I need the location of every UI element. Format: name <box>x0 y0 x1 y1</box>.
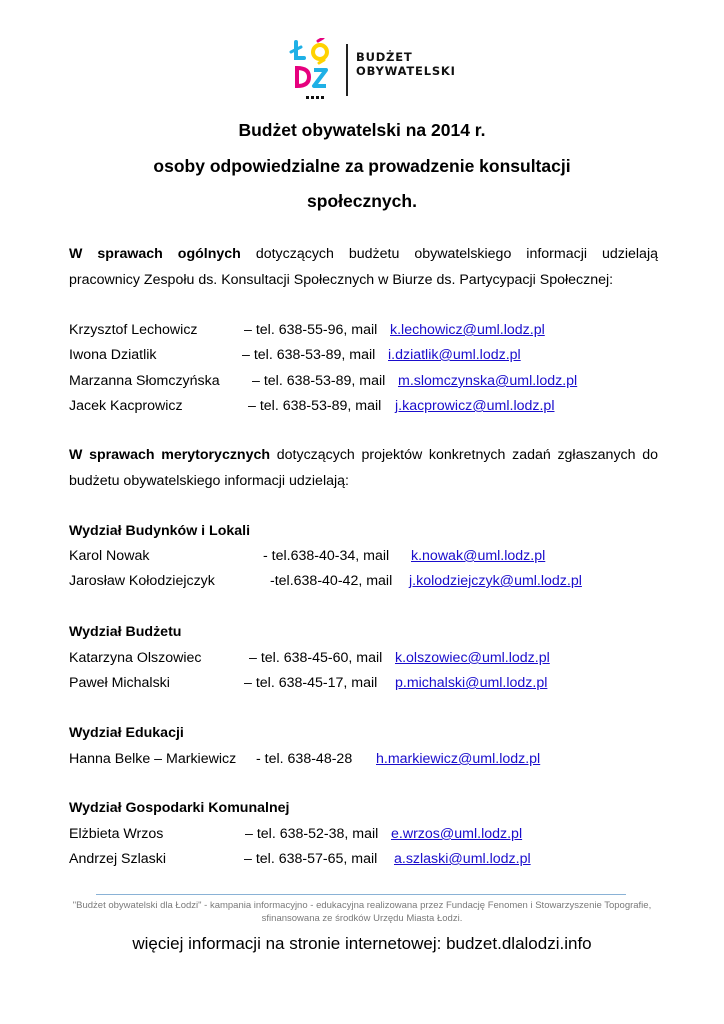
campaign-line-2: sfinansowana ze środków Urzędu Miasta Łodzi. <box>261 913 463 924</box>
contact-name: Iwona Dziatlik <box>69 347 157 363</box>
lodz-logo-icon <box>284 38 342 106</box>
email-link[interactable]: m.slomczynska@uml.lodz.pl <box>398 373 578 389</box>
footer-divider <box>96 894 626 895</box>
general-bold-lead: W sprawach ogólnych <box>69 246 241 262</box>
contact-detail: – tel. 638-53-89, mail <box>242 347 376 363</box>
contact-detail: – tel. 638-57-65, mail <box>244 851 378 867</box>
general-intro-line-1 <box>69 246 658 262</box>
brand-text <box>356 50 456 78</box>
contact-name: Paweł Michalski <box>69 675 170 691</box>
brand-line-2: OBYWATELSKI <box>356 64 456 78</box>
email-link[interactable]: e.wrzos@uml.lodz.pl <box>391 826 523 842</box>
contact-detail: – tel. 638-55-96, mail <box>244 322 378 338</box>
contact-name: Karol Nowak <box>69 548 150 564</box>
contact-name: Jarosław Kołodziejczyk <box>69 573 215 589</box>
email-link[interactable]: k.lechowicz@uml.lodz.pl <box>390 322 545 338</box>
department-heading: Wydział Budynków i Lokali <box>69 523 251 539</box>
brand-line-1: BUDŻET <box>356 50 413 64</box>
general-line1-rest: dotyczących budżetu obywatelskiego informacji udzielają <box>255 246 658 262</box>
contact-detail: - tel.638-40-34, mail <box>263 548 390 564</box>
contact-detail: – tel. 638-53-89, mail <box>248 398 382 414</box>
contact-name: Elżbieta Wrzos <box>69 826 164 842</box>
department-heading: Wydział Edukacji <box>69 725 184 741</box>
title-line-3: społecznych. <box>307 191 417 211</box>
budget-logo <box>284 38 454 106</box>
substantive-line1-rest: dotyczących projektów konkretnych zadań zgłaszanych do <box>276 447 658 463</box>
contact-detail: – tel. 638-45-60, mail <box>249 650 383 666</box>
email-link[interactable]: j.kolodziejczyk@uml.lodz.pl <box>409 573 582 589</box>
substantive-intro-line-1 <box>69 447 658 463</box>
website-info: więciej informacji na stronie internetowej: budzet.dlalodzi.info <box>132 934 592 953</box>
department-heading: Wydział Budżetu <box>69 624 182 640</box>
substantive-bold-lead: W sprawach merytorycznych <box>69 447 271 463</box>
email-link[interactable]: k.nowak@uml.lodz.pl <box>411 548 546 564</box>
contact-name: Marzanna Słomczyńska <box>69 373 220 389</box>
email-link[interactable]: h.markiewicz@uml.lodz.pl <box>376 751 541 767</box>
contact-detail: -tel.638-40-42, mail <box>270 573 393 589</box>
contact-detail: – tel. 638-52-38, mail <box>245 826 379 842</box>
email-link[interactable]: j.kacprowicz@uml.lodz.pl <box>395 398 555 414</box>
contact-name: Jacek Kacprowicz <box>69 398 183 414</box>
general-intro-line-2: pracownicy Zespołu ds. Konsultacji Społecznych w Biurze ds. Partycypacji Społecznej: <box>69 272 614 288</box>
title-line-1: Budżet obywatelski na 2014 r. <box>238 120 486 140</box>
email-link[interactable]: i.dziatlik@uml.lodz.pl <box>388 347 521 363</box>
email-link[interactable]: p.michalski@uml.lodz.pl <box>395 675 548 691</box>
department-heading: Wydział Gospodarki Komunalnej <box>69 800 290 816</box>
contact-detail: - tel. 638-48-28 <box>256 751 353 767</box>
email-link[interactable]: a.szlaski@uml.lodz.pl <box>394 851 531 867</box>
contact-name: Krzysztof Lechowicz <box>69 322 198 338</box>
title-line-2: osoby odpowiedzialne za prowadzenie konsultacji <box>153 156 571 176</box>
email-link[interactable]: k.olszowiec@uml.lodz.pl <box>395 650 550 666</box>
substantive-intro-line-2: budżetu obywatelskiego informacji udzielają: <box>69 473 349 489</box>
logo-divider <box>346 44 348 96</box>
contact-name: Andrzej Szlaski <box>69 851 166 867</box>
contact-detail: – tel. 638-53-89, mail <box>252 373 386 389</box>
campaign-line-1: "Budżet obywatelski dla Łodzi" - kampania informacyjno - edukacyjna realizowana przez Fundację Fenomen i Stowarzyszenie Topografie, <box>72 900 652 911</box>
contact-name: Katarzyna Olszowiec <box>69 650 202 666</box>
contact-name: Hanna Belke – Markiewicz <box>69 751 237 767</box>
contact-detail: – tel. 638-45-17, mail <box>244 675 378 691</box>
